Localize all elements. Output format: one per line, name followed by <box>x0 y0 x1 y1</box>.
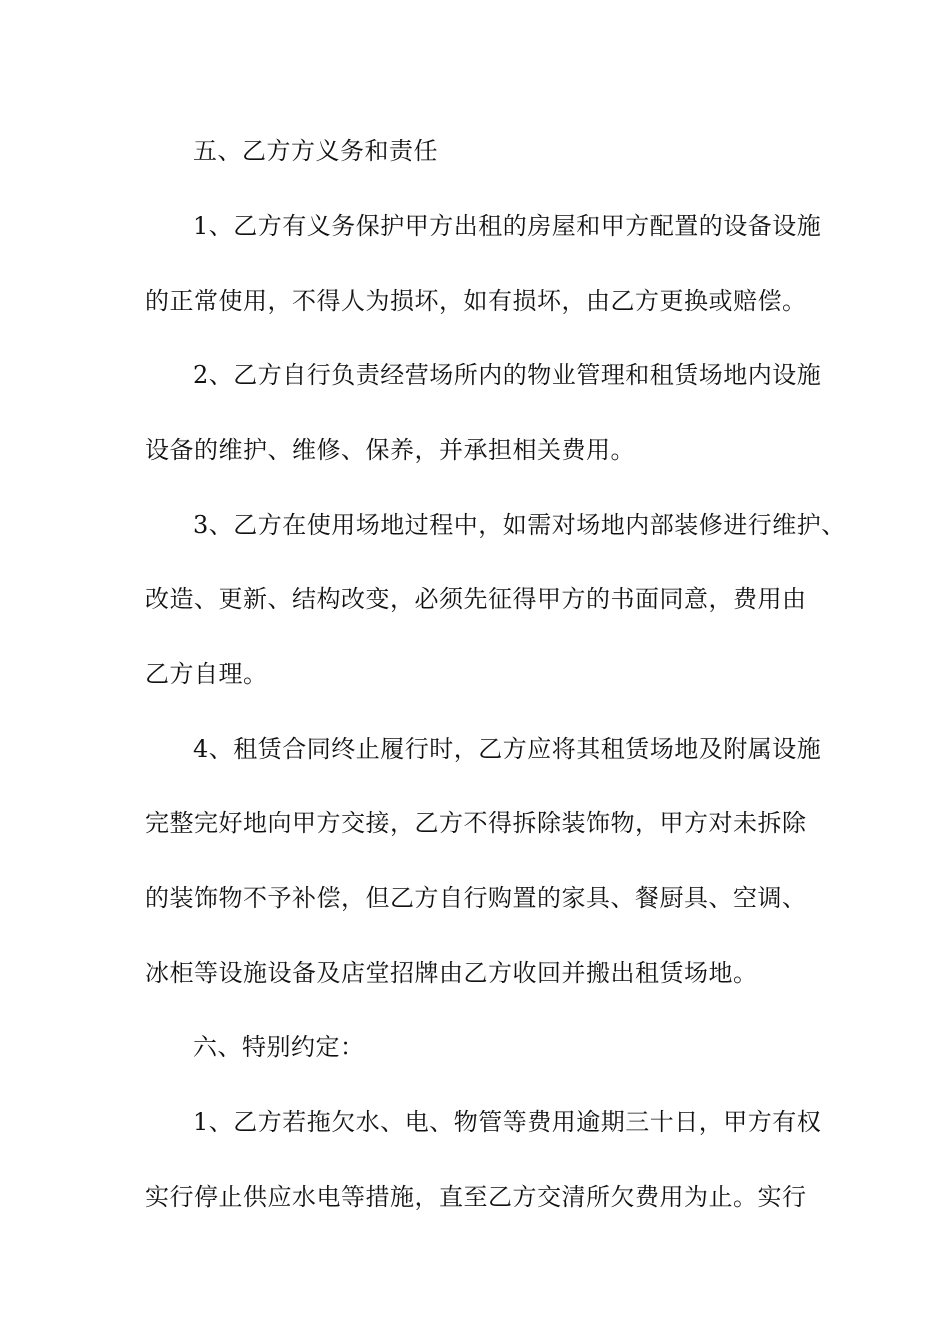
paragraph-line: 的装饰物不予补偿，但乙方自行购置的家具、餐厨具、空调、 <box>145 884 807 912</box>
paragraph-line: 2、乙方自行负责经营场所内的物业管理和租赁场地内设施 <box>193 361 822 389</box>
section-heading-special-terms: 六、特别约定： <box>193 1033 365 1061</box>
paragraph-line: 1、乙方若拖欠水、电、物管等费用逾期三十日，甲方有权 <box>193 1108 822 1136</box>
paragraph-line: 的正常使用，不得人为损坏，如有损坏，由乙方更换或赔偿。 <box>145 287 807 315</box>
paragraph-line: 改造、更新、结构改变，必须先征得甲方的书面同意，费用由 <box>145 585 807 613</box>
paragraph-line: 冰柜等设施设备及店堂招牌由乙方收回并搬出租赁场地。 <box>145 959 758 987</box>
paragraph-line: 完整完好地向甲方交接，乙方不得拆除装饰物，甲方对未拆除 <box>145 809 807 837</box>
paragraph-line: 设备的维护、维修、保养，并承担相关费用。 <box>145 436 635 464</box>
section-heading-obligations: 五、乙方方义务和责任 <box>193 137 438 165</box>
paragraph-line: 3、乙方在使用场地过程中，如需对场地内部装修进行维护、 <box>193 511 846 539</box>
paragraph-line: 乙方自理。 <box>145 660 268 688</box>
paragraph-line: 实行停止供应水电等措施，直至乙方交清所欠费用为止。实行 <box>145 1183 807 1211</box>
paragraph-line: 1、乙方有义务保护甲方出租的房屋和甲方配置的设备设施 <box>193 212 822 240</box>
paragraph-line: 4、租赁合同终止履行时，乙方应将其租赁场地及附属设施 <box>193 735 822 763</box>
